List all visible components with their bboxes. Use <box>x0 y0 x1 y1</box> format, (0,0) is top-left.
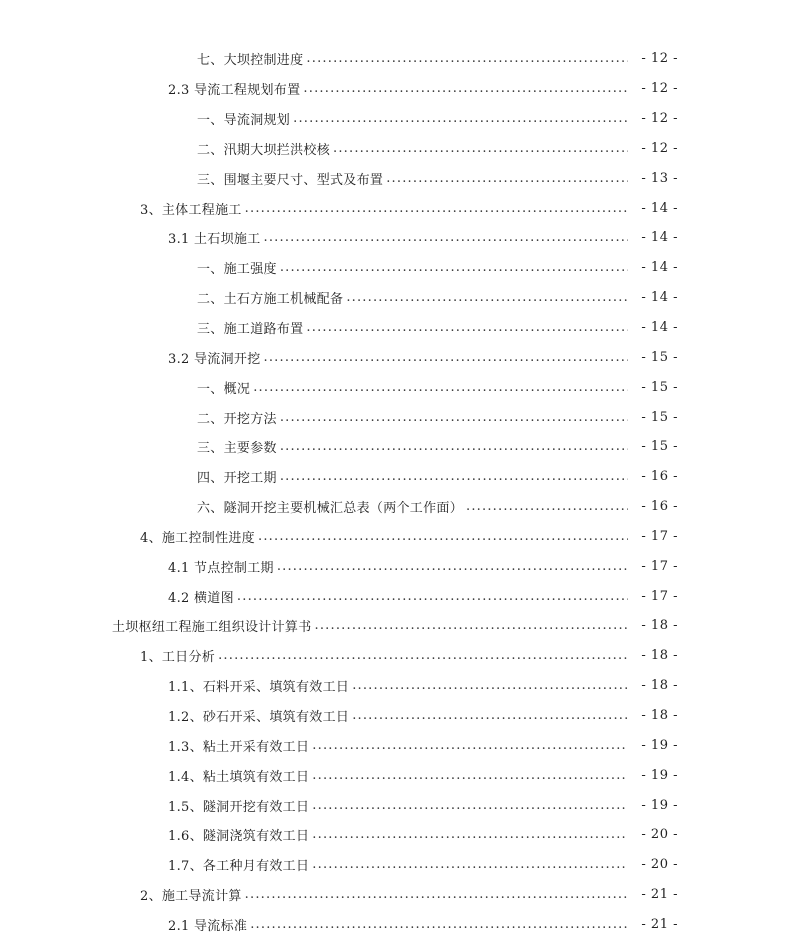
toc-entry[interactable] <box>0 104 792 134</box>
toc-entry-title: 4.1 节点控制工期 <box>168 560 274 576</box>
toc-entry[interactable] <box>0 432 792 462</box>
toc-entry-title: 三、施工道路布置 <box>197 322 304 338</box>
toc-entry-page: - 18 - <box>641 707 678 723</box>
toc-entry[interactable] <box>0 671 792 701</box>
toc-entry-page: - 12 - <box>641 140 678 156</box>
toc-entry-title: 土坝枢纽工程施工组织设计计算书 <box>112 620 312 636</box>
toc-entry-title: 一、施工强度 <box>197 262 277 278</box>
toc-entry-page: - 20 - <box>641 857 678 873</box>
toc-entry-title: 三、主要参数 <box>197 441 277 457</box>
dot-leader <box>253 380 628 395</box>
toc-entry-page: - 15 - <box>641 379 678 395</box>
toc-entry[interactable] <box>0 134 792 164</box>
toc-entry-page: - 20 - <box>641 827 678 843</box>
toc-entry-title: 一、导流洞规划 <box>197 113 291 129</box>
toc-entry-title: 一、概况 <box>197 381 251 397</box>
toc-entry-title: 四、开挖工期 <box>197 471 277 487</box>
toc-entry-page: - 17 - <box>641 558 678 574</box>
toc-entry-title: 2.1 导流标准 <box>168 918 248 934</box>
toc-entry-page: - 14 - <box>641 320 678 336</box>
toc-entry-title: 3.1 土石坝施工 <box>168 232 261 248</box>
toc-entry[interactable] <box>0 551 792 581</box>
dot-leader <box>245 201 628 216</box>
dot-leader <box>352 678 628 693</box>
toc-entry-page: - 18 - <box>641 678 678 694</box>
dot-leader <box>280 469 628 484</box>
dot-leader <box>466 499 628 514</box>
dot-leader <box>218 648 628 663</box>
toc-entry-page: - 16 - <box>641 499 678 515</box>
toc-entry-page: - 17 - <box>641 588 678 604</box>
dot-leader <box>306 51 628 66</box>
toc-entry[interactable] <box>0 581 792 611</box>
toc-entry-title: 二、土石方施工机械配备 <box>197 292 344 308</box>
toc-entry[interactable] <box>0 313 792 343</box>
toc-entry-page: - 19 - <box>641 797 678 813</box>
toc-entry-title: 1.4、粘土填筑有效工日 <box>168 769 310 785</box>
table-of-contents <box>0 44 792 939</box>
toc-entry-title: 3、主体工程施工 <box>140 202 242 218</box>
dot-leader <box>352 708 628 723</box>
toc-entry-page: - 21 - <box>641 916 678 932</box>
toc-entry-title: 1、工日分析 <box>140 650 216 666</box>
dot-leader <box>250 917 628 932</box>
dot-leader <box>293 111 628 126</box>
toc-entry[interactable] <box>0 342 792 372</box>
toc-entry-title: 1.7、各工种月有效工日 <box>168 859 310 875</box>
toc-entry-page: - 14 - <box>641 230 678 246</box>
toc-entry-title: 1.3、粘土开采有效工日 <box>168 739 310 755</box>
toc-entry[interactable] <box>0 641 792 671</box>
dot-leader <box>258 529 628 544</box>
dot-leader <box>312 768 628 783</box>
toc-entry-page: - 18 - <box>641 648 678 664</box>
toc-entry-title: 3.2 导流洞开挖 <box>168 351 261 367</box>
toc-entry[interactable] <box>0 492 792 522</box>
toc-entry-page: - 12 - <box>641 51 678 67</box>
toc-entry-page: - 19 - <box>641 767 678 783</box>
dot-leader <box>237 589 628 604</box>
toc-entry[interactable] <box>0 522 792 552</box>
toc-entry[interactable] <box>0 372 792 402</box>
toc-entry-page: - 17 - <box>641 528 678 544</box>
toc-entry-page: - 12 - <box>641 111 678 127</box>
toc-entry[interactable] <box>0 253 792 283</box>
dot-leader <box>264 350 628 365</box>
dot-leader <box>303 81 628 96</box>
toc-entry-page: - 15 - <box>641 439 678 455</box>
toc-entry-title: 4.2 横道图 <box>168 590 234 606</box>
toc-entry-page: - 16 - <box>641 469 678 485</box>
dot-leader <box>333 141 628 156</box>
dot-leader <box>312 738 628 753</box>
toc-entry-title: 1.1、石料开采、填筑有效工日 <box>168 680 350 696</box>
dot-leader <box>312 857 628 872</box>
dot-leader <box>315 618 628 633</box>
dot-leader <box>346 290 628 305</box>
toc-entry[interactable] <box>0 820 792 850</box>
toc-entry[interactable] <box>0 74 792 104</box>
dot-leader <box>280 439 628 454</box>
toc-entry-page: - 14 - <box>641 260 678 276</box>
toc-entry[interactable] <box>0 730 792 760</box>
toc-entry-page: - 12 - <box>641 81 678 97</box>
toc-entry[interactable] <box>0 611 792 641</box>
toc-entry-title: 六、隧洞开挖主要机械汇总表（两个工作面） <box>197 501 464 517</box>
toc-entry-title: 1.2、砂石开采、填筑有效工日 <box>168 709 350 725</box>
toc-entry[interactable] <box>0 850 792 880</box>
toc-entry[interactable] <box>0 223 792 253</box>
toc-entry[interactable] <box>0 909 792 939</box>
dot-leader <box>280 410 628 425</box>
toc-entry[interactable] <box>0 760 792 790</box>
toc-entry-title: 二、开挖方法 <box>197 411 277 427</box>
toc-entry[interactable] <box>0 402 792 432</box>
toc-entry[interactable] <box>0 193 792 223</box>
toc-entry-title: 1.5、隧洞开挖有效工日 <box>168 799 310 815</box>
toc-entry-page: - 18 - <box>641 618 678 634</box>
dot-leader <box>277 559 628 574</box>
toc-entry-page: - 13 - <box>641 170 678 186</box>
toc-entry-title: 1.6、隧洞浇筑有效工日 <box>168 829 310 845</box>
toc-entry-page: - 15 - <box>641 349 678 365</box>
dot-leader <box>245 887 628 902</box>
dot-leader <box>306 320 628 335</box>
toc-entry[interactable] <box>0 701 792 731</box>
toc-entry-title: 二、汛期大坝拦洪校核 <box>197 142 331 158</box>
toc-entry[interactable] <box>0 790 792 820</box>
dot-leader <box>312 827 628 842</box>
toc-entry-page: - 14 - <box>641 290 678 306</box>
toc-entry-page: - 21 - <box>641 887 678 903</box>
toc-entry[interactable] <box>0 44 792 74</box>
toc-entry-title: 七、大坝控制进度 <box>197 53 304 69</box>
toc-entry-title: 2.3 导流工程规划布置 <box>168 83 301 99</box>
dot-leader <box>280 260 628 275</box>
toc-entry[interactable] <box>0 462 792 492</box>
toc-entry-title: 4、施工控制性进度 <box>140 530 255 546</box>
toc-entry-title: 2、施工导流计算 <box>140 889 242 905</box>
dot-leader <box>312 798 628 813</box>
toc-entry[interactable] <box>0 880 792 910</box>
dot-leader <box>386 171 628 186</box>
toc-entry[interactable] <box>0 283 792 313</box>
toc-entry-page: - 15 - <box>641 409 678 425</box>
toc-entry-page: - 14 - <box>641 200 678 216</box>
toc-entry-title: 三、围堰主要尺寸、型式及布置 <box>197 172 384 188</box>
toc-entry[interactable] <box>0 163 792 193</box>
dot-leader <box>264 230 628 245</box>
toc-entry-page: - 19 - <box>641 737 678 753</box>
